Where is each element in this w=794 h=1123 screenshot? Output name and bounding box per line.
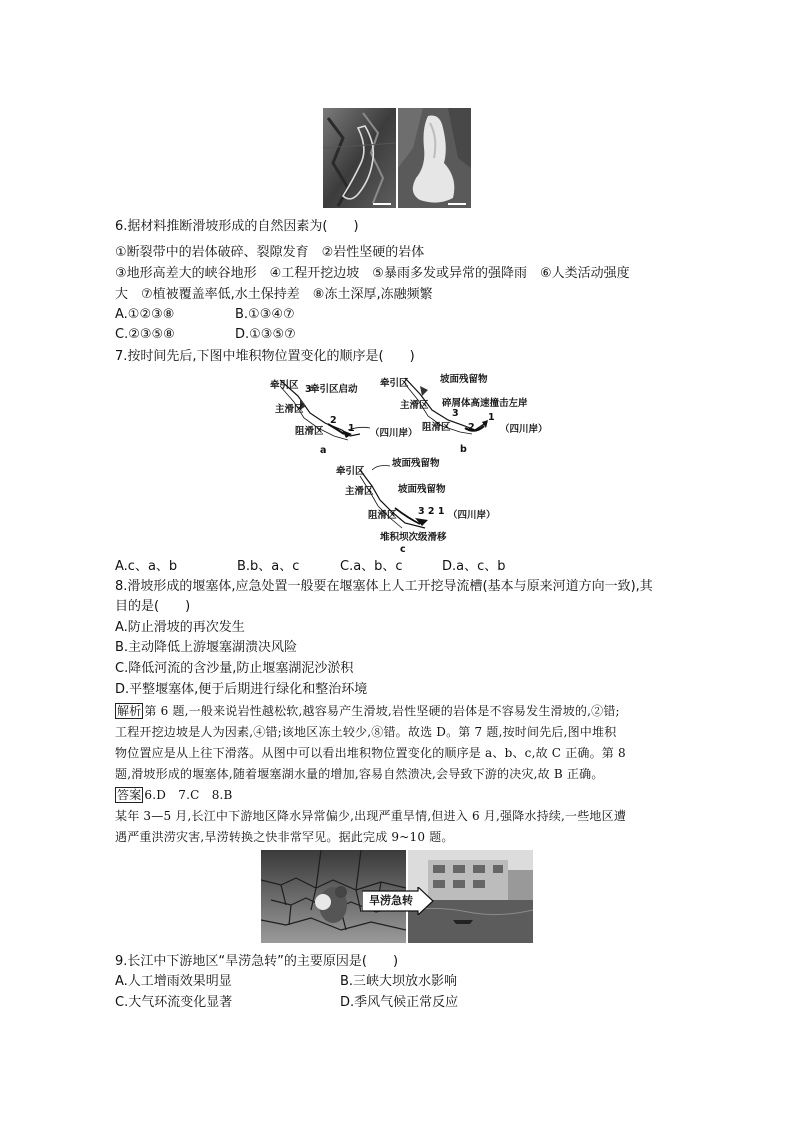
q7-option-b[interactable]: B.b、a、c	[237, 559, 300, 574]
a-num-1: 1	[348, 423, 355, 434]
question-6-line2: ③地形高差大的峡谷地形 ④工程开挖边坡 ⑤暴雨多发或异常的强降雨 ⑥人类活动强度	[115, 266, 630, 281]
c-traction-label: 牵引区	[336, 466, 365, 477]
question-9-stem: 9.长江中下游地区“旱涝急转”的主要原因是( )	[115, 954, 399, 969]
diagram-panel-c	[336, 457, 496, 555]
c-nums-label: 3 2 1	[418, 506, 445, 517]
c-panel-label: c	[400, 544, 406, 555]
q7-option-c[interactable]: C.a、b、c	[340, 559, 403, 574]
q9-option-d[interactable]: D.季风气候正常反应	[340, 995, 459, 1010]
q9-option-a[interactable]: A.人工增雨效果明显	[115, 974, 232, 989]
b-main-label: 主滑区	[400, 400, 429, 411]
analysis-text-1: 第 6 题,一般来说岩性越松软,越容易产生滑坡,岩性坚硬的岩体是不容易发生滑坡的,②错;	[144, 704, 620, 718]
a-panel-label: a	[320, 445, 327, 456]
q6-option-d[interactable]: D.①③⑤⑦	[235, 327, 296, 342]
b-num-2: 2	[468, 422, 475, 433]
c-bank-label: （四川岸）	[448, 510, 496, 521]
a-resist-label: 阻滑区	[295, 426, 324, 437]
analysis-line-3: 物位置应是从上往下滑落。从图中可以看出堆积物位置变化的顺序是 a、b、c,故 C 正确。第 8	[115, 746, 626, 760]
question-7-stem: 7.按时间先后,下图中堆积物位置变化的顺序是( )	[115, 349, 415, 364]
b-num-1: 1	[488, 412, 495, 423]
question-8-stem-2: 目的是( )	[115, 599, 191, 614]
a-num-3: 3	[305, 384, 312, 395]
a-num-2: 2	[330, 415, 337, 426]
passage-line-1: 某年 3—5 月,长江中下游地区降水异常偏少,出现严重旱情,但进入 6 月,强降水持续,一些地区遭	[115, 809, 627, 823]
c-residue2-label: 坡面残留物	[398, 484, 446, 495]
b-bank-label: （四川岸）	[500, 424, 548, 435]
landslide-diagram	[270, 368, 560, 558]
b-hit-label: 碎屑体高速撞击左岸	[442, 398, 528, 409]
c-main-label: 主滑区	[345, 486, 374, 497]
question-6-line1: ①断裂带中的岩体破碎、裂隙发育 ②岩性坚硬的岩体	[115, 245, 425, 260]
analysis-line-1	[115, 701, 620, 722]
answer-tag: 答案	[117, 788, 142, 802]
b-resist-label: 阻滑区	[422, 422, 451, 433]
answer-line	[115, 785, 233, 806]
analysis-tag: 解析	[117, 704, 142, 718]
q9-option-c[interactable]: C.大气环流变化显著	[115, 995, 233, 1010]
drought-flood-label: 旱涝急转	[369, 894, 413, 907]
a-start-label: 牵引区启动	[310, 384, 358, 395]
question-6-stem: 6.据材料推断滑坡形成的自然因素为( )	[115, 219, 359, 234]
c-residue1-label: 坡面残留物	[392, 458, 440, 469]
a-bank-label: （四川岸）	[370, 428, 418, 439]
analysis-line-2: 工程开挖边坡是人为因素,④错;该地区冻土较少,⑧错。故选 D。第 7 题,按时间先后,图中堆积	[115, 725, 617, 739]
c-resist-label: 阻滑区	[368, 510, 397, 521]
q6-option-a[interactable]: A.①②③⑧	[115, 307, 175, 322]
q8-option-c[interactable]: C.降低河流的含沙量,防止堰塞湖泥沙淤积	[115, 661, 354, 676]
diagram-panel-b	[380, 373, 548, 455]
q8-option-b[interactable]: B.主动降低上游堰塞湖溃决风险	[115, 640, 298, 655]
q7-option-d[interactable]: D.a、c、b	[442, 559, 506, 574]
q8-option-a[interactable]: A.防止滑坡的再次发生	[115, 620, 245, 635]
q6-option-b[interactable]: B.①③④⑦	[235, 307, 295, 322]
question-8-stem-1: 8.滑坡形成的堰塞体,应急处置一般要在堰塞体上人工开挖导流槽(基本与原来河道方向一致),其	[115, 579, 653, 594]
analysis-line-4: 题,滑坡形成的堰塞体,随着堰塞湖水量的增加,容易自然溃决,会导致下游的决灾,故 B 正确。	[115, 767, 604, 781]
q7-option-a[interactable]: A.c、a、b	[115, 559, 178, 574]
b-num-3: 3	[452, 408, 459, 419]
q9-option-b[interactable]: B.三峡大坝放水影响	[340, 974, 458, 989]
diagram-panel-a	[270, 379, 418, 456]
b-residue-label: 坡面残留物	[440, 374, 488, 385]
a-main-label: 主滑区	[275, 404, 304, 415]
q6-option-c[interactable]: C.②③⑤⑧	[115, 327, 175, 342]
satellite-image-after	[398, 108, 471, 208]
b-traction-label: 牵引区	[380, 378, 409, 389]
question-6-line3: 大 ⑦植被覆盖率低,水土保持差 ⑧冻土深厚,冻融频繁	[115, 287, 433, 302]
passage-line-2: 遇严重洪涝灾害,旱涝转换之快非常罕见。据此完成 9~10 题。	[115, 830, 454, 844]
satellite-image-before	[323, 108, 396, 208]
c-slide-label: 堆积坝次级滑移	[380, 532, 447, 543]
a-traction-label: 牵引区	[270, 380, 299, 391]
b-panel-label: b	[460, 444, 467, 455]
q8-option-d[interactable]: D.平整堰塞体,便于后期进行绿化和整治环境	[115, 682, 368, 697]
answer-text: 6.D 7.C 8.B	[144, 788, 233, 802]
